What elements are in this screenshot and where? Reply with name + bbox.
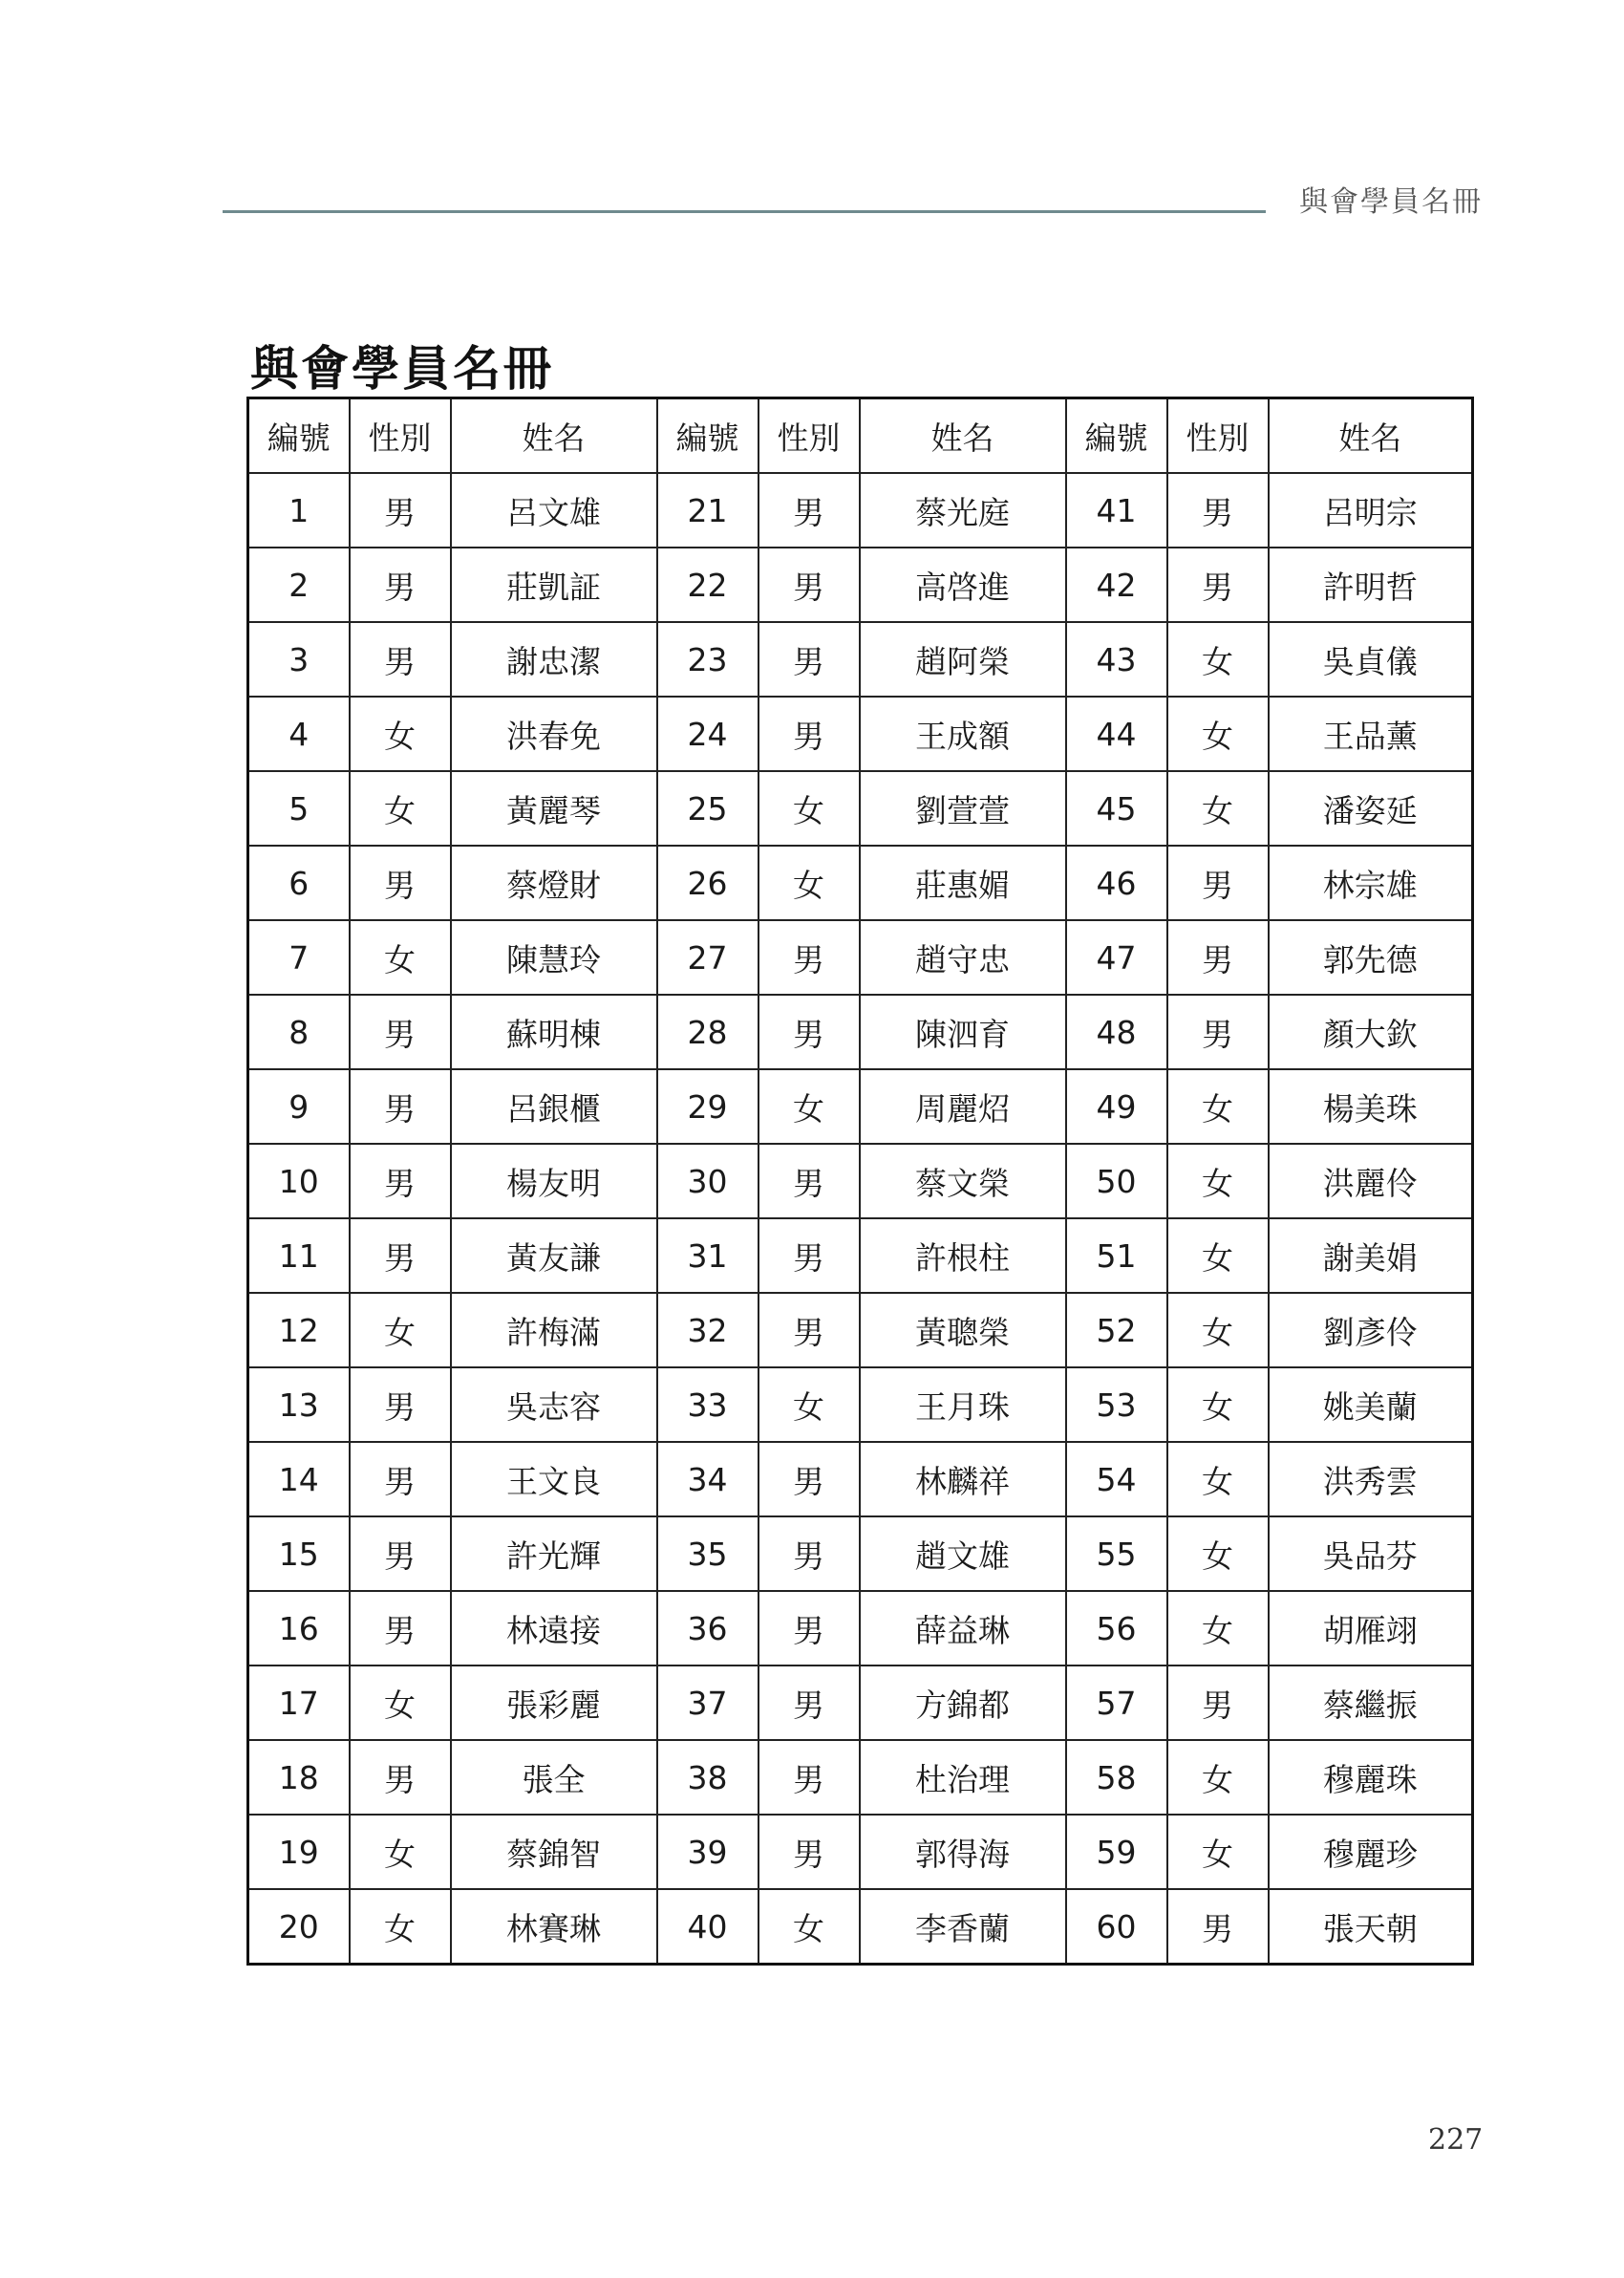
gender-cell: 男 — [759, 1591, 860, 1666]
number-cell: 25 — [657, 771, 759, 846]
number-cell: 47 — [1066, 920, 1167, 995]
number-cell: 18 — [248, 1740, 350, 1815]
name-cell: 楊美珠 — [1269, 1069, 1473, 1144]
number-cell: 13 — [248, 1367, 350, 1442]
column-header: 編號 — [1066, 398, 1167, 474]
name-cell: 方錦都 — [860, 1666, 1066, 1740]
gender-cell: 男 — [350, 1367, 451, 1442]
name-cell: 郭得海 — [860, 1815, 1066, 1889]
number-cell: 48 — [1066, 995, 1167, 1069]
name-cell: 謝美娟 — [1269, 1218, 1473, 1293]
number-cell: 1 — [248, 473, 350, 548]
column-header: 編號 — [657, 398, 759, 474]
number-cell: 59 — [1066, 1815, 1167, 1889]
name-cell: 謝忠潔 — [451, 622, 657, 697]
number-cell: 46 — [1066, 846, 1167, 920]
name-cell: 蔡錦智 — [451, 1815, 657, 1889]
gender-cell: 女 — [759, 1367, 860, 1442]
table-row — [248, 1293, 1473, 1367]
number-cell: 33 — [657, 1367, 759, 1442]
name-cell: 許光輝 — [451, 1516, 657, 1591]
name-cell: 蔡文榮 — [860, 1144, 1066, 1218]
name-cell: 楊友明 — [451, 1144, 657, 1218]
table-row — [248, 1367, 1473, 1442]
gender-cell: 女 — [350, 920, 451, 995]
table-row — [248, 548, 1473, 622]
gender-cell: 男 — [350, 846, 451, 920]
gender-cell: 男 — [1167, 473, 1269, 548]
table-row — [248, 697, 1473, 771]
name-cell: 杜治理 — [860, 1740, 1066, 1815]
number-cell: 5 — [248, 771, 350, 846]
column-header: 姓名 — [1269, 398, 1473, 474]
number-cell: 15 — [248, 1516, 350, 1591]
name-cell: 洪秀雲 — [1269, 1442, 1473, 1516]
number-cell: 4 — [248, 697, 350, 771]
number-cell: 35 — [657, 1516, 759, 1591]
name-cell: 高啓進 — [860, 548, 1066, 622]
gender-cell: 男 — [1167, 1889, 1269, 1965]
name-cell: 趙阿榮 — [860, 622, 1066, 697]
gender-cell: 男 — [759, 548, 860, 622]
name-cell: 吳貞儀 — [1269, 622, 1473, 697]
table-row — [248, 771, 1473, 846]
gender-cell: 男 — [1167, 1666, 1269, 1740]
name-cell: 胡雁翊 — [1269, 1591, 1473, 1666]
table-row — [248, 1591, 1473, 1666]
number-cell: 54 — [1066, 1442, 1167, 1516]
number-cell: 24 — [657, 697, 759, 771]
gender-cell: 男 — [759, 995, 860, 1069]
gender-cell: 女 — [1167, 1591, 1269, 1666]
gender-cell: 女 — [759, 1069, 860, 1144]
gender-cell: 男 — [350, 1591, 451, 1666]
number-cell: 41 — [1066, 473, 1167, 548]
page-title: 與會學員名冊 — [250, 340, 554, 397]
name-cell: 林麟祥 — [860, 1442, 1066, 1516]
name-cell: 呂文雄 — [451, 473, 657, 548]
number-cell: 14 — [248, 1442, 350, 1516]
number-cell: 32 — [657, 1293, 759, 1367]
number-cell: 34 — [657, 1442, 759, 1516]
number-cell: 3 — [248, 622, 350, 697]
attendee-table — [246, 397, 1474, 1966]
name-cell: 薛益琳 — [860, 1591, 1066, 1666]
number-cell: 10 — [248, 1144, 350, 1218]
number-cell: 36 — [657, 1591, 759, 1666]
name-cell: 許根柱 — [860, 1218, 1066, 1293]
number-cell: 60 — [1066, 1889, 1167, 1965]
gender-cell: 女 — [1167, 1815, 1269, 1889]
name-cell: 蔡光庭 — [860, 473, 1066, 548]
table-row — [248, 1740, 1473, 1815]
number-cell: 22 — [657, 548, 759, 622]
number-cell: 11 — [248, 1218, 350, 1293]
gender-cell: 女 — [1167, 622, 1269, 697]
gender-cell: 女 — [1167, 1740, 1269, 1815]
number-cell: 28 — [657, 995, 759, 1069]
gender-cell: 女 — [1167, 771, 1269, 846]
name-cell: 林宗雄 — [1269, 846, 1473, 920]
gender-cell: 男 — [350, 622, 451, 697]
name-cell: 趙守忠 — [860, 920, 1066, 995]
gender-cell: 男 — [759, 1442, 860, 1516]
table-row — [248, 1144, 1473, 1218]
number-cell: 23 — [657, 622, 759, 697]
name-cell: 周麗炤 — [860, 1069, 1066, 1144]
number-cell: 55 — [1066, 1516, 1167, 1591]
gender-cell: 女 — [759, 1889, 860, 1965]
gender-cell: 男 — [350, 1516, 451, 1591]
name-cell: 黃麗琴 — [451, 771, 657, 846]
number-cell: 9 — [248, 1069, 350, 1144]
column-header: 姓名 — [860, 398, 1066, 474]
name-cell: 吳品芬 — [1269, 1516, 1473, 1591]
name-cell: 呂明宗 — [1269, 473, 1473, 548]
table-row — [248, 1218, 1473, 1293]
number-cell: 31 — [657, 1218, 759, 1293]
gender-cell: 男 — [350, 473, 451, 548]
number-cell: 40 — [657, 1889, 759, 1965]
gender-cell: 女 — [1167, 1069, 1269, 1144]
gender-cell: 男 — [350, 1218, 451, 1293]
name-cell: 陳慧玲 — [451, 920, 657, 995]
name-cell: 顏大欽 — [1269, 995, 1473, 1069]
gender-cell: 女 — [1167, 1218, 1269, 1293]
gender-cell: 男 — [1167, 548, 1269, 622]
name-cell: 張彩麗 — [451, 1666, 657, 1740]
gender-cell: 女 — [350, 1889, 451, 1965]
column-header: 姓名 — [451, 398, 657, 474]
gender-cell: 男 — [1167, 920, 1269, 995]
name-cell: 張全 — [451, 1740, 657, 1815]
number-cell: 16 — [248, 1591, 350, 1666]
name-cell: 莊惠媚 — [860, 846, 1066, 920]
name-cell: 劉萱萱 — [860, 771, 1066, 846]
running-title: 與會學員名冊 — [1299, 185, 1483, 219]
name-cell: 潘姿延 — [1269, 771, 1473, 846]
gender-cell: 女 — [759, 846, 860, 920]
name-cell: 趙文雄 — [860, 1516, 1066, 1591]
column-header: 性別 — [759, 398, 860, 474]
gender-cell: 女 — [1167, 697, 1269, 771]
name-cell: 劉彥伶 — [1269, 1293, 1473, 1367]
name-cell: 洪春免 — [451, 697, 657, 771]
gender-cell: 女 — [759, 771, 860, 846]
gender-cell: 女 — [1167, 1516, 1269, 1591]
name-cell: 王品薰 — [1269, 697, 1473, 771]
name-cell: 蘇明棟 — [451, 995, 657, 1069]
gender-cell: 男 — [759, 920, 860, 995]
gender-cell: 男 — [759, 1666, 860, 1740]
table-row — [248, 846, 1473, 920]
number-cell: 12 — [248, 1293, 350, 1367]
gender-cell: 男 — [350, 1144, 451, 1218]
number-cell: 52 — [1066, 1293, 1167, 1367]
table-header-row — [248, 398, 1473, 474]
gender-cell: 女 — [350, 1293, 451, 1367]
number-cell: 39 — [657, 1815, 759, 1889]
table-row — [248, 1666, 1473, 1740]
name-cell: 莊凱証 — [451, 548, 657, 622]
gender-cell: 男 — [759, 622, 860, 697]
table-row — [248, 622, 1473, 697]
number-cell: 50 — [1066, 1144, 1167, 1218]
page-number: 227 — [1428, 2123, 1484, 2157]
name-cell: 林賽琳 — [451, 1889, 657, 1965]
name-cell: 洪麗伶 — [1269, 1144, 1473, 1218]
number-cell: 26 — [657, 846, 759, 920]
number-cell: 42 — [1066, 548, 1167, 622]
table-row — [248, 995, 1473, 1069]
gender-cell: 男 — [759, 1740, 860, 1815]
number-cell: 2 — [248, 548, 350, 622]
column-header: 性別 — [1167, 398, 1269, 474]
name-cell: 陳泗育 — [860, 995, 1066, 1069]
number-cell: 38 — [657, 1740, 759, 1815]
name-cell: 穆麗珍 — [1269, 1815, 1473, 1889]
gender-cell: 女 — [1167, 1293, 1269, 1367]
gender-cell: 男 — [1167, 846, 1269, 920]
number-cell: 37 — [657, 1666, 759, 1740]
number-cell: 58 — [1066, 1740, 1167, 1815]
name-cell: 許梅滿 — [451, 1293, 657, 1367]
name-cell: 李香蘭 — [860, 1889, 1066, 1965]
number-cell: 45 — [1066, 771, 1167, 846]
gender-cell: 女 — [350, 697, 451, 771]
gender-cell: 男 — [759, 1815, 860, 1889]
gender-cell: 女 — [350, 1666, 451, 1740]
number-cell: 19 — [248, 1815, 350, 1889]
name-cell: 穆麗珠 — [1269, 1740, 1473, 1815]
name-cell: 林遠接 — [451, 1591, 657, 1666]
number-cell: 27 — [657, 920, 759, 995]
number-cell: 8 — [248, 995, 350, 1069]
name-cell: 許明哲 — [1269, 548, 1473, 622]
column-header: 編號 — [248, 398, 350, 474]
name-cell: 王文良 — [451, 1442, 657, 1516]
gender-cell: 男 — [759, 473, 860, 548]
table-row — [248, 1815, 1473, 1889]
table-row — [248, 1889, 1473, 1965]
table-row — [248, 1516, 1473, 1591]
gender-cell: 男 — [759, 1218, 860, 1293]
header-rule — [223, 210, 1266, 213]
number-cell: 21 — [657, 473, 759, 548]
name-cell: 郭先德 — [1269, 920, 1473, 995]
gender-cell: 男 — [350, 1442, 451, 1516]
number-cell: 44 — [1066, 697, 1167, 771]
number-cell: 29 — [657, 1069, 759, 1144]
name-cell: 姚美蘭 — [1269, 1367, 1473, 1442]
name-cell: 黃友謙 — [451, 1218, 657, 1293]
gender-cell: 男 — [350, 1069, 451, 1144]
gender-cell: 女 — [1167, 1367, 1269, 1442]
name-cell: 吳志容 — [451, 1367, 657, 1442]
number-cell: 51 — [1066, 1218, 1167, 1293]
number-cell: 7 — [248, 920, 350, 995]
gender-cell: 男 — [350, 548, 451, 622]
column-header: 性別 — [350, 398, 451, 474]
gender-cell: 女 — [350, 1815, 451, 1889]
name-cell: 蔡燈財 — [451, 846, 657, 920]
name-cell: 黃聰榮 — [860, 1293, 1066, 1367]
number-cell: 17 — [248, 1666, 350, 1740]
gender-cell: 男 — [759, 1144, 860, 1218]
number-cell: 57 — [1066, 1666, 1167, 1740]
gender-cell: 女 — [350, 771, 451, 846]
number-cell: 6 — [248, 846, 350, 920]
name-cell: 蔡繼振 — [1269, 1666, 1473, 1740]
gender-cell: 男 — [759, 1516, 860, 1591]
number-cell: 53 — [1066, 1367, 1167, 1442]
gender-cell: 男 — [350, 995, 451, 1069]
number-cell: 30 — [657, 1144, 759, 1218]
table-row — [248, 1442, 1473, 1516]
number-cell: 43 — [1066, 622, 1167, 697]
table-row — [248, 920, 1473, 995]
table-row — [248, 1069, 1473, 1144]
name-cell: 張天朝 — [1269, 1889, 1473, 1965]
number-cell: 56 — [1066, 1591, 1167, 1666]
gender-cell: 男 — [759, 1293, 860, 1367]
table-row — [248, 473, 1473, 548]
gender-cell: 女 — [1167, 1442, 1269, 1516]
name-cell: 王成額 — [860, 697, 1066, 771]
number-cell: 20 — [248, 1889, 350, 1965]
name-cell: 呂銀櫃 — [451, 1069, 657, 1144]
gender-cell: 女 — [1167, 1144, 1269, 1218]
name-cell: 王月珠 — [860, 1367, 1066, 1442]
gender-cell: 男 — [350, 1740, 451, 1815]
gender-cell: 男 — [1167, 995, 1269, 1069]
gender-cell: 男 — [759, 697, 860, 771]
number-cell: 49 — [1066, 1069, 1167, 1144]
